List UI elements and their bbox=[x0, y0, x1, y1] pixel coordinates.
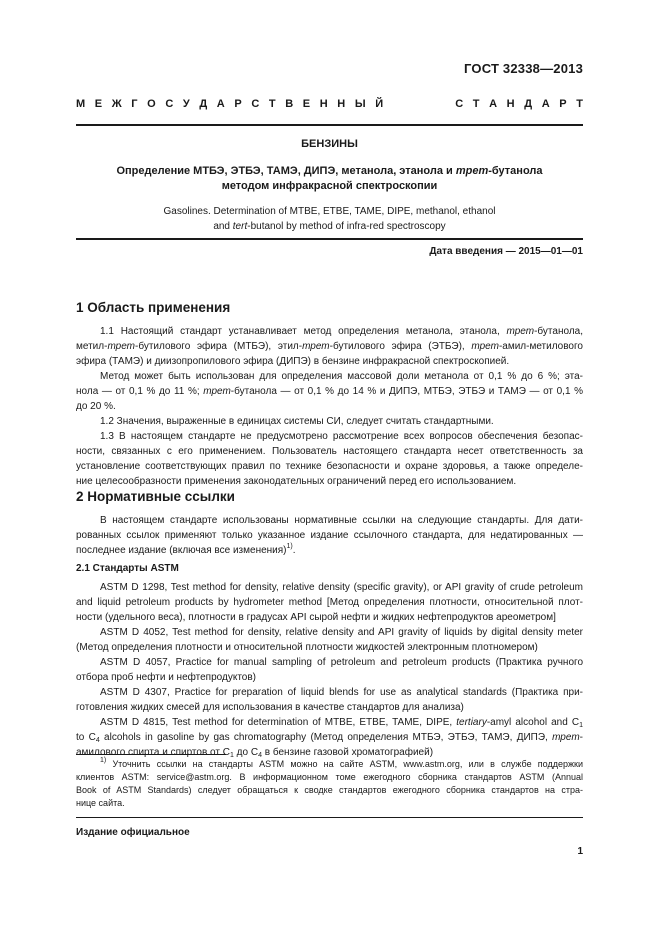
banner-letter: Е bbox=[94, 98, 103, 110]
banner-letter: Т bbox=[268, 98, 276, 110]
banner-letter: Е bbox=[302, 98, 311, 110]
english-title-line: and tert-butanol by method of infra-red spectroscopy bbox=[213, 221, 446, 232]
banner-letter: Г bbox=[131, 98, 138, 110]
banner-letter: Р bbox=[559, 98, 567, 110]
text-line: 1.1 Настоящий стандарт устанавливает метод определения метанола, этанола, трет-бутанола, bbox=[100, 326, 583, 337]
section-1-body bbox=[76, 324, 583, 489]
text-line: В настоящем стандарте использованы нормативные ссылки на следующие стандарты. Для дати- bbox=[100, 515, 583, 526]
text-line: ASTM D 1298, Test method for density, relative density (specific gravity), or API gravity of crude petroleum bbox=[100, 582, 583, 593]
banner-letter: Н bbox=[319, 98, 328, 110]
text-line: последнее издание (включая все изменения)$^{1)}$. bbox=[76, 543, 296, 556]
banner-letter: М bbox=[76, 98, 86, 110]
header-rule bbox=[76, 124, 583, 126]
footnote-line: клиентов ASTM: service@astm.org. В информационном томе ежегодного сборника стандартов ASTM (Annual bbox=[76, 772, 583, 782]
edition-label: Издание официальное bbox=[76, 827, 190, 838]
introduction-date: Дата введения — 2015—01—01 bbox=[429, 246, 583, 257]
text-line: 1.2 Значения, выраженные в единицах системы СИ, следует считать стандартными. bbox=[100, 416, 494, 427]
banner-letter: А bbox=[489, 98, 498, 110]
title-rule bbox=[76, 238, 583, 240]
english-title bbox=[76, 204, 583, 234]
text-line: установление соответствующих правил по технике безопасности и охране здоровья, а также определе- bbox=[76, 461, 583, 472]
banner-letter: А bbox=[541, 98, 550, 110]
footnote-line: Book of ASTM Standards) следует обращаться к сводке стандартов ежегодного сборника стандартов на стра- bbox=[76, 785, 583, 795]
banner-letter: У bbox=[182, 98, 190, 110]
text-line: отбора проб нефти и нефтепродуктов) bbox=[76, 672, 256, 683]
text-line: ние целесообразности применения законодательных ограничений перед его использованием. bbox=[76, 476, 517, 487]
banner-letter: Н bbox=[337, 98, 346, 110]
banner-letter: Р bbox=[234, 98, 242, 110]
standard-code: ГОСТ 32338—2013 bbox=[464, 61, 583, 76]
text-line: ности, связанных с его применением. Пользователь настоящего стандарта несет ответственность за bbox=[76, 446, 583, 457]
footnote bbox=[76, 758, 583, 810]
banner-letter: В bbox=[285, 98, 294, 110]
text-line: ASTM D 4057, Practice for manual sampling of petroleum and petroleum products (Практика ручного bbox=[100, 657, 583, 668]
text-line: (Метод определения плотности и относительной плотности жидкостей электронным плотномером) bbox=[76, 642, 538, 653]
banner-letter bbox=[408, 98, 414, 110]
section-2-intro bbox=[76, 513, 583, 558]
banner-letter: Д bbox=[199, 98, 208, 110]
banner-letter: Ж bbox=[111, 98, 122, 110]
section-1-heading: 1 Область применения bbox=[76, 300, 231, 315]
banner-letter: С bbox=[165, 98, 174, 110]
text-line: нола — от 0,1 % до 11 %; трет-бутанола — от 0,1 % до 14 % и ДИПЭ, МТБЭ, ЭТБЭ и ТАМЭ — от 0,1 % bbox=[76, 386, 583, 397]
text-line: ASTM D 4307, Practice for preparation of liquid blends for use as analytical standards (Практика при- bbox=[100, 687, 583, 698]
text-line: метил-трет-бутилового эфира (МТБЭ), этил-трет-бутилового эфира (ЭТБЭ), трет-амил-метилового bbox=[76, 341, 583, 352]
banner-letter bbox=[440, 98, 446, 110]
text-line: готовления жидких смесей для использования в качестве стандартов для анализа) bbox=[76, 702, 464, 713]
text-line: эфира (ТАМЭ) и диизопропилового эфира (ДИПЭ) в бензине инфракрасной спектроскопией. bbox=[76, 356, 510, 367]
banner-letter bbox=[424, 98, 430, 110]
text-line: до 20 %. bbox=[76, 401, 116, 412]
banner-letter: С bbox=[251, 98, 260, 110]
english-title-line: Gasolines. Determination of MTBE, ETBE, TAME, DIPE, methanol, ethanol bbox=[163, 206, 496, 217]
text-line: to $C_4$ alcohols in gasoline by gas chromatography (Метод определения МТБЭ, ЭТБЭ, ТАМЭ, ДИПЭ, трет- bbox=[76, 732, 583, 744]
text-line: рованных ссылок применяют только указанное издание ссылочного стандарта, для недатированных — bbox=[76, 530, 583, 541]
banner-letter bbox=[393, 98, 399, 110]
banner-letter: Й bbox=[375, 98, 384, 110]
footnote-line: нице сайта. bbox=[76, 798, 125, 808]
text-line: and liquid petroleum products by hydrometer method [Метод определения плотности, относительной плот- bbox=[76, 597, 583, 608]
text-line: ASTM D 4815, Test method for determination of MTBE, ETBE, TAME, DIPE, tertiary-amyl alcohol and $C_1$ bbox=[100, 717, 584, 729]
astm-references bbox=[76, 580, 583, 760]
interstate-standard-banner bbox=[76, 98, 583, 110]
astm-subheading: 2.1 Стандарты ASTM bbox=[76, 563, 179, 574]
footnote-rule bbox=[76, 754, 226, 755]
document-subtitle bbox=[76, 164, 583, 194]
text-line: ности (удельного веса), плотности в градусах API сырой нефти и жидких нефтепродуктов ареометром] bbox=[76, 612, 556, 623]
banner-letter: Н bbox=[506, 98, 515, 110]
text-line: ASTM D 4052, Test method for density, relative density and API gravity of liquids by digital density meter bbox=[100, 627, 583, 638]
banner-letter: А bbox=[216, 98, 225, 110]
text-line: Метод может быть использован для определения массовой доли метанола от 0,1 % до 6 %; эта- bbox=[100, 371, 583, 382]
banner-letter: Д bbox=[524, 98, 533, 110]
subtitle-line: методом инфракрасной спектроскопии bbox=[221, 180, 438, 192]
footnote-line: $^{1)}$ Уточнить ссылки на стандарты ASTM можно на сайте ASTM, www.astm.org, или в службе поддержки bbox=[100, 757, 583, 769]
footnote-marker: 1) bbox=[100, 757, 107, 764]
banner-letter: О bbox=[147, 98, 156, 110]
banner-letter: Ы bbox=[354, 98, 366, 110]
footnote-ref: 1) bbox=[286, 543, 293, 550]
banner-letter: С bbox=[455, 98, 464, 110]
banner-letter: Т bbox=[576, 98, 583, 110]
page-number: 1 bbox=[577, 846, 583, 857]
text-line: 1.3 В настоящем стандарте не предусмотрено рассмотрение всех вопросов обеспечения безопас- bbox=[100, 431, 583, 442]
banner-letter: Т bbox=[472, 98, 480, 110]
footer-rule bbox=[76, 817, 583, 818]
section-2-heading: 2 Нормативные ссылки bbox=[76, 489, 235, 504]
subtitle-line: Определение МТБЭ, ЭТБЭ, ТАМЭ, ДИПЭ, метанола, этанола и трет-бутанола bbox=[116, 165, 543, 177]
text-line: амилового спирта и спиртов от $C_1$ до $C_4$ в бензине газовой хроматографией) bbox=[76, 747, 434, 759]
document-title: БЕНЗИНЫ bbox=[301, 138, 358, 150]
